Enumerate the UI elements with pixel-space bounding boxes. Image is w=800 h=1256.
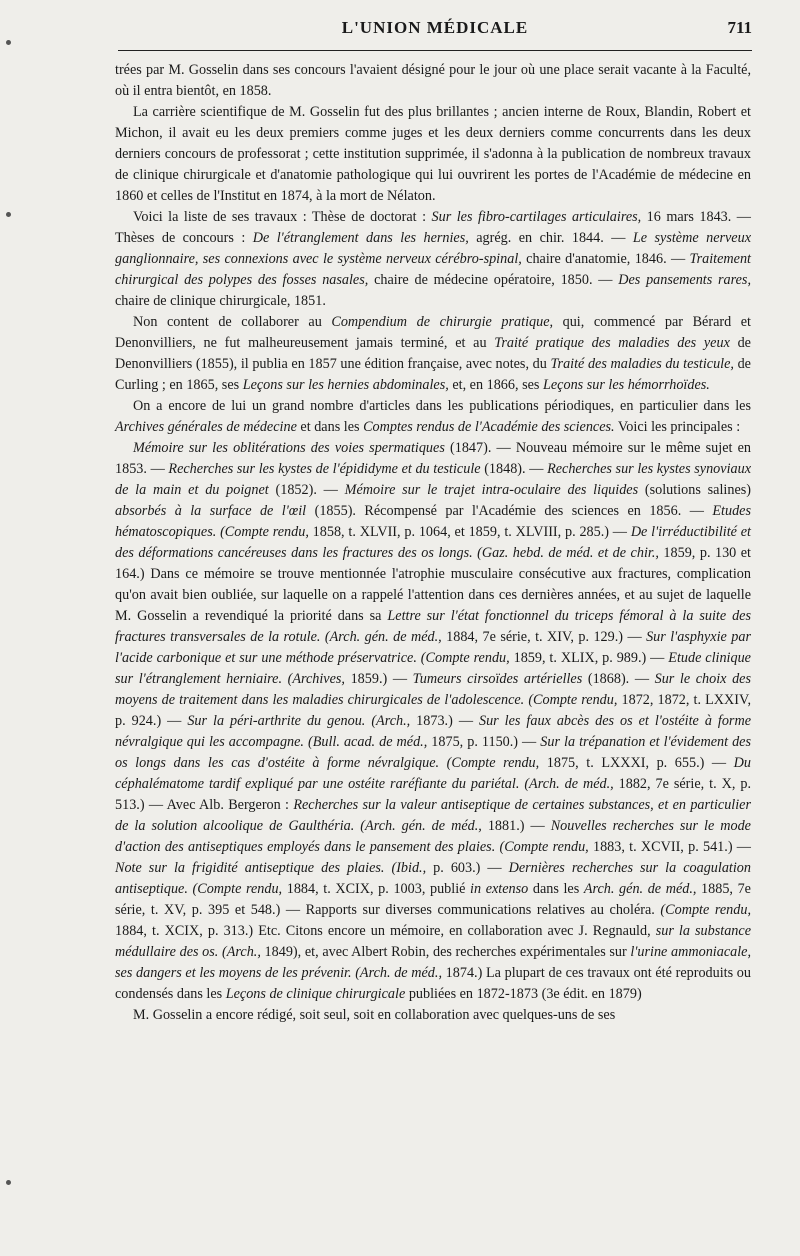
text-run: 1858, t. XLVII, p. 1064, et 1859, t. XLVIII, p. 285.) —	[308, 524, 631, 540]
text-run: chaire de clinique chirurgicale, 1851.	[115, 293, 326, 309]
paragraph	[115, 60, 751, 102]
italic-text: De l'étranglement dans les hernies,	[252, 230, 469, 246]
text-run: 1872, 1872, t. LXXIV, p. 924.) —	[115, 692, 751, 729]
italic-text: Leçons sur les hémorrhoïdes.	[542, 377, 710, 393]
text-run: La carrière scientifique de M. Gosselin fut des plus brillantes ; ancien interne de Roux, Blandin, Robert et Michon, il avait eu les deux premiers comme juges et les deux derniers comme concurrents dans les deux derniers concours de professorat ; cette institution supprimée, il s'adonna à la publication de nombreux travaux de clinique chirurgicale et d'anatomie pathologique qui lui ouvrirent les portes de l'Académie de médecine en 1860 et celles de l'Institut en 1874, à la mort de Nélaton.	[115, 104, 751, 204]
italic-text: l'urine ammoniacale, ses dangers et les moyens de les prévenir. (Arch. de méd.,	[115, 944, 751, 981]
running-title: L'UNION MÉDICALE	[341, 18, 529, 37]
binding-mark	[6, 1180, 11, 1185]
text-run: chaire d'anatomie, 1846. —	[521, 251, 690, 267]
page-number: 711	[727, 18, 752, 37]
text-run: 1875, p. 1150.) —	[427, 734, 541, 750]
text-run: qui, commencé par Bérard et Denonvilliers, ne fut malheureusement jamais terminé, et au	[115, 314, 752, 351]
italic-text: Nouvelles recherches sur le mode d'action des antiseptiques employés dans le pansement des plaies. (Compte rendu,	[115, 818, 751, 855]
text-run: 1874.) La plupart de ces travaux ont été reproduits ou condensés dans les	[115, 965, 751, 1002]
italic-text: Le système nerveux ganglionnaire, ses connexions avec le système nerveux cérébro-spinal,	[115, 230, 751, 267]
text-run: (1855). Récompensé par l'Académie des sciences en 1856. —	[306, 503, 713, 519]
paragraph	[115, 312, 751, 396]
text-run: 1884, 7e série, t. XIV, p. 129.) —	[441, 629, 647, 645]
italic-text: Sur les faux abcès des os et l'ostéite à forme névralgique qui les accompagne. (Bull. acad. de méd.,	[115, 713, 751, 750]
italic-text: in extenso	[470, 881, 529, 897]
paragraph	[115, 438, 751, 1005]
text-run: 1859.) —	[344, 671, 413, 687]
text-run: Voici la liste de ses travaux : Thèse de doctorat :	[133, 209, 432, 225]
italic-text: Lettre sur l'état fonctionnel du triceps fémoral à la suite des fractures transversales de la rotule. (Arch. gén. de méd.,	[115, 608, 751, 645]
italic-text: Mémoire sur le trajet intra-oculaire des liquides	[344, 482, 639, 498]
italic-text: Traité pratique des maladies des yeux	[494, 335, 730, 351]
italic-text: Comptes rendus de l'Académie des sciences.	[363, 419, 615, 435]
text-run: agrég. en chir. 1844. —	[468, 230, 633, 246]
italic-text: Du céphalématome tardif expliqué par une ostéite raréfiante du pariétal. (Arch. de méd.,	[115, 755, 752, 792]
italic-text: Sur la trépanation et l'évidement des os longs dans les cas d'ostéite à forme névralgique. (Compte rendu,	[115, 734, 752, 771]
text-run: et, en 1866, ses	[448, 377, 543, 393]
text-run: 1859, p. 130 et 164.) Dans ce mémoire se trouve mentionnée l'atrophie musculaire consécutive aux fractures, complication qu'on avait bien oubliée, sur laquelle on a rappelé l'attention dans ces dernières années, et au sujet de laquelle M. Gosselin a revendiqué la priorité dans sa	[115, 545, 751, 624]
binding-mark	[6, 40, 11, 45]
italic-text: sur la substance médullaire des os. (Arch.,	[115, 923, 751, 960]
header-rule	[118, 50, 752, 51]
page-header	[118, 18, 752, 44]
text-run: de Curling ; en 1865, ses	[115, 356, 751, 393]
body-text	[115, 60, 751, 1026]
text-run: (1852). —	[268, 482, 345, 498]
text-run: trées par M. Gosselin dans ses concours l'avaient désigné pour le jour où une place serait vacante à la Faculté, où il entra bientôt, en 1858.	[115, 62, 751, 99]
text-run: p. 603.) —	[426, 860, 509, 876]
italic-text: De l'irréductibilité et des déformations cancéreuses dans les fractures des os longs. (Gaz. hebd. de méd. et de chir.,	[115, 524, 751, 561]
text-run: publiées en 1872-1873 (3e édit. en 1879)	[405, 986, 642, 1002]
paragraph	[115, 396, 751, 438]
paragraph	[115, 207, 751, 312]
italic-text: Etudes hématoscopiques. (Compte rendu,	[115, 503, 751, 540]
italic-text: Compendium de chirurgie pratique,	[331, 314, 554, 330]
italic-text: Mémoire sur les oblitérations des voies spermatiques	[133, 440, 445, 456]
italic-text: Archives générales de médecine	[115, 419, 297, 435]
text-run: 1849), et, avec Albert Robin, des recherches expérimentales sur	[260, 944, 631, 960]
italic-text: Leçons sur les hernies abdominales,	[242, 377, 449, 393]
text-run: 1884, t. XCIX, p. 1003, publié	[282, 881, 471, 897]
italic-text: Etude clinique sur l'étranglement herniaire. (Archives,	[115, 650, 751, 687]
text-run: (1868). —	[582, 671, 655, 687]
text-run: (solutions salines)	[638, 482, 751, 498]
text-run: Voici les principales :	[614, 419, 741, 435]
italic-text: Leçons de clinique chirurgicale	[225, 986, 406, 1002]
italic-text: Note sur la frigidité antiseptique des plaies. (Ibid.,	[115, 860, 427, 876]
text-run: 1881.) —	[481, 818, 551, 834]
italic-text: Recherches sur les kystes synoviaux de la main et du poignet	[115, 461, 751, 498]
italic-text: Dernières recherches sur la coagulation antiseptique. (Compte rendu,	[115, 860, 751, 897]
italic-text: Recherches sur les kystes de l'épididyme et du testicule	[168, 461, 481, 477]
italic-text: absorbés à la surface de l'œil	[115, 503, 307, 519]
text-run: M. Gosselin a encore rédigé, soit seul, soit en collaboration avec quelques-uns de ses	[133, 1007, 616, 1023]
text-run: 1882, 7e série, t. X, p. 513.) — Avec Alb. Bergeron :	[115, 776, 751, 813]
italic-text: Tumeurs cirsoïdes artérielles	[412, 671, 583, 687]
text-run: chaire de médecine opératoire, 1850. —	[368, 272, 619, 288]
italic-text: Des pansements rares,	[618, 272, 752, 288]
italic-text: Sur l'asphyxie par l'acide carbonique et sur une méthode préservatrice. (Compte rendu,	[115, 629, 751, 666]
text-run: 16 mars 1843. — Thèses de concours :	[115, 209, 751, 246]
italic-text: Sur le choix des moyens de traitement dans les maladies chirurgicales de l'adolescence. (Compte rendu,	[115, 671, 751, 708]
text-run: On a encore de lui un grand nombre d'articles dans les publications périodiques, en particulier dans les	[133, 398, 751, 414]
text-run: 1885, 7e série, t. XV, p. 395 et 548.) — Rapports sur diverses communications relatives au choléra.	[115, 881, 751, 918]
paragraph	[115, 102, 751, 207]
binding-mark	[6, 212, 11, 217]
text-run: (1847). — Nouveau mémoire sur le même sujet en 1853. —	[115, 440, 751, 477]
text-run: de Denonvilliers (1855), il publia en 1857 une édition française, avec notes, du	[115, 335, 751, 372]
text-run: (1848). —	[480, 461, 548, 477]
italic-text: Traitement chirurgical des polypes des fosses nasales,	[115, 251, 751, 288]
text-run: 1875, t. LXXXI, p. 655.) —	[539, 755, 734, 771]
italic-text: Recherches sur la valeur antiseptique de certaines substances, et en particulier de la solution alcoolique de Gaulthéria. (Arch. gén. de méd.,	[115, 797, 751, 834]
italic-text: Sur les fibro-cartilages articulaires,	[431, 209, 642, 225]
text-run: et dans les	[296, 419, 364, 435]
italic-text: Traité des maladies du testicule,	[550, 356, 734, 372]
italic-text: Sur la péri-arthrite du genou. (Arch.,	[187, 713, 411, 729]
italic-text: Arch. gén. de méd.,	[583, 881, 697, 897]
text-run: dans les	[528, 881, 584, 897]
text-run: 1859, t. XLIX, p. 989.) —	[509, 650, 669, 666]
italic-text: (Compte rendu,	[660, 902, 751, 918]
text-run: 1883, t. XCVII, p. 541.) —	[588, 839, 751, 855]
text-run: Non content de collaborer au	[133, 314, 332, 330]
text-run: 1873.) —	[410, 713, 479, 729]
paragraph	[115, 1005, 751, 1026]
text-run: 1884, t. XCIX, p. 313.) Etc. Citons encore un mémoire, en collaboration avec J. Regnauld,	[115, 923, 656, 939]
